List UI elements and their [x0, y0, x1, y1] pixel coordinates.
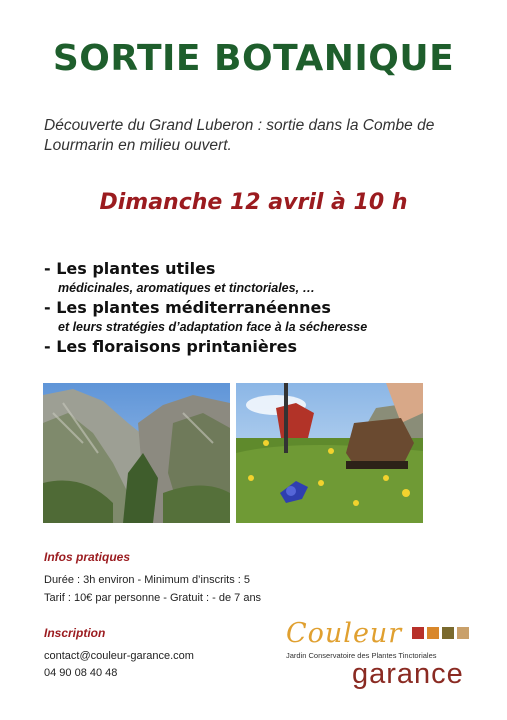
- event-date: Dimanche 12 avril à 10 h: [99, 190, 408, 215]
- contact-phone: 04 90 08 40 48: [44, 667, 118, 679]
- page-title: SORTIE BOTANIQUE: [52, 38, 455, 79]
- inscription-heading: Inscription: [44, 626, 106, 640]
- logo-square: [412, 627, 424, 639]
- infos-line-price: Tarif : 10€ par personne - Gratuit : - de 7 ans: [44, 592, 262, 604]
- logo-square: [457, 627, 469, 639]
- theme-item-detail: et leurs stratégies d’adaptation face à la sécheresse: [58, 320, 368, 334]
- theme-item: - Les floraisons printanières: [44, 337, 298, 356]
- logo-word-garance: garance: [352, 658, 464, 690]
- infos-line-duration: Durée : 3h environ - Minimum d’inscrits : 5: [44, 574, 251, 586]
- theme-item: - Les plantes méditerranéennes: [44, 298, 331, 317]
- themes-list: [44, 258, 484, 357]
- logo-square: [427, 627, 439, 639]
- theme-item-detail: médicinales, aromatiques et tinctoriales, …: [58, 281, 316, 295]
- logo-square: [442, 627, 454, 639]
- intro-text: Découverte du Grand Luberon : sortie dans la Combe de Lourmarin en milieu ouvert.: [44, 117, 435, 154]
- hiker-photo: [236, 383, 423, 523]
- gorge-photo: [43, 383, 230, 523]
- contact-email[interactable]: contact@couleur-garance.com: [44, 650, 194, 662]
- theme-item: - Les plantes utiles: [44, 259, 216, 278]
- infos-heading: Infos pratiques: [44, 550, 131, 564]
- logo-subtitle: Jardin Conservatoire des Plantes Tinctoriales: [286, 651, 437, 660]
- logo-word-couleur: Couleur: [286, 618, 403, 649]
- couleur-garance-logo: [286, 618, 486, 688]
